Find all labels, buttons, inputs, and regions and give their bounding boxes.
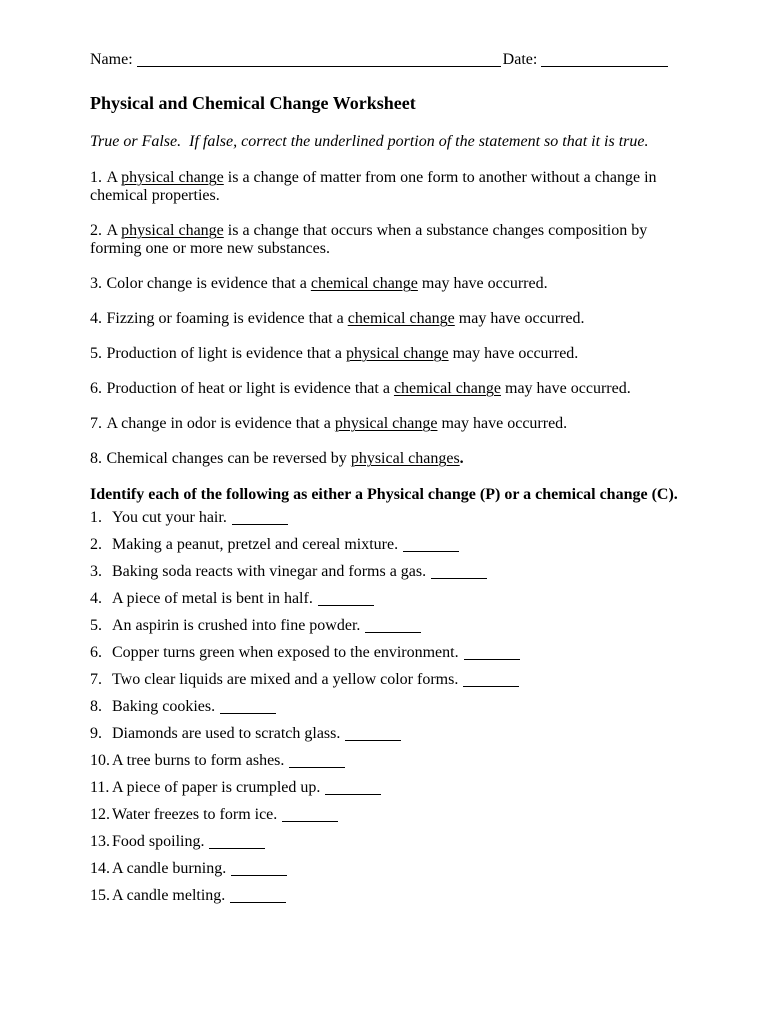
identify-item	[90, 751, 682, 771]
statement-text-before: A	[106, 169, 122, 186]
answer-blank[interactable]	[289, 763, 345, 768]
item-number: 11.	[90, 779, 110, 796]
statement-text-before: Chemical changes can be reversed by	[106, 450, 351, 467]
identify-item	[90, 697, 682, 717]
statement-text-after: is a change of matter from one form to another without a change in chemical properties.	[90, 169, 657, 204]
item-text: Copper turns green when exposed to the environment.	[112, 644, 459, 661]
item-number: 4.	[90, 590, 102, 607]
identify-item	[90, 805, 682, 825]
item-number: 6.	[90, 644, 102, 661]
true-false-list	[90, 169, 682, 468]
answer-blank[interactable]	[464, 655, 520, 660]
statement-number: 2.	[90, 222, 102, 239]
true-false-statement	[90, 275, 682, 293]
statement-text-before: A	[106, 222, 122, 239]
item-text: You cut your hair.	[112, 509, 227, 526]
identify-item	[90, 724, 682, 744]
identify-item	[90, 859, 682, 879]
name-date-row	[90, 50, 682, 70]
item-text: Diamonds are used to scratch glass.	[112, 725, 341, 742]
identify-item	[90, 508, 682, 528]
name-blank[interactable]	[137, 62, 501, 67]
true-false-statement	[90, 415, 682, 433]
answer-blank[interactable]	[431, 574, 487, 579]
identify-heading: Identify each of the following as either a Physical change (P) or a chemical change (C).	[90, 486, 678, 503]
item-text: A candle burning.	[112, 860, 227, 877]
underlined-term: physical change	[345, 345, 449, 362]
true-false-statement	[90, 169, 682, 205]
statement-text-after: may have occurred.	[417, 275, 548, 292]
statement-text-after: may have occurred.	[501, 380, 631, 397]
statement-text-after: may have occurred.	[448, 345, 579, 362]
statement-number: 8.	[90, 450, 102, 467]
date-label: Date:	[502, 51, 538, 68]
underlined-term: physical change	[121, 222, 224, 239]
underlined-term: physical change	[121, 169, 224, 186]
item-number: 5.	[90, 617, 102, 634]
answer-blank[interactable]	[230, 898, 286, 903]
item-number: 2.	[90, 536, 102, 553]
page-title: Physical and Chemical Change Worksheet	[90, 93, 416, 113]
answer-blank[interactable]	[232, 520, 288, 525]
date-blank[interactable]	[541, 62, 668, 67]
item-text: Two clear liquids are mixed and a yellow color forms.	[112, 671, 459, 688]
statement-number: 5.	[90, 345, 102, 362]
true-false-statement	[90, 345, 682, 363]
answer-blank[interactable]	[403, 547, 459, 552]
answer-blank[interactable]	[282, 817, 338, 822]
item-text: An aspirin is crushed into fine powder.	[112, 617, 361, 634]
underlined-term: physical change	[334, 415, 438, 432]
identify-item	[90, 643, 682, 663]
item-number: 3.	[90, 563, 102, 580]
identify-item	[90, 670, 682, 690]
item-text: A piece of paper is crumpled up.	[112, 779, 321, 796]
identify-item	[90, 535, 682, 555]
item-text: Baking cookies.	[112, 698, 216, 715]
item-text: Making a peanut, pretzel and cereal mixture.	[112, 536, 399, 553]
item-text: A piece of metal is bent in half.	[112, 590, 313, 607]
identify-list	[90, 508, 682, 906]
item-number: 7.	[90, 671, 102, 688]
true-false-statement	[90, 222, 682, 258]
item-text: Water freezes to form ice.	[112, 806, 278, 823]
underlined-term: chemical change	[310, 275, 418, 292]
statement-number: 3.	[90, 275, 102, 292]
answer-blank[interactable]	[318, 601, 374, 606]
statement-number: 6.	[90, 380, 102, 397]
true-false-statement	[90, 310, 682, 328]
item-text: A candle melting.	[112, 887, 226, 904]
identify-item	[90, 832, 682, 852]
answer-blank[interactable]	[209, 844, 265, 849]
item-number: 14.	[90, 860, 110, 877]
underlined-term: chemical change	[393, 380, 501, 397]
item-number: 1.	[90, 509, 102, 526]
item-number: 8.	[90, 698, 102, 715]
identify-item	[90, 886, 682, 906]
answer-blank[interactable]	[325, 790, 381, 795]
answer-blank[interactable]	[345, 736, 401, 741]
statement-number: 4.	[90, 310, 102, 327]
answer-blank[interactable]	[231, 871, 287, 876]
item-number: 13.	[90, 833, 110, 850]
underlined-term: physical changes	[350, 450, 460, 467]
item-text: Food spoiling.	[112, 833, 205, 850]
item-number: 15.	[90, 887, 110, 904]
identify-item	[90, 778, 682, 798]
item-number: 12.	[90, 806, 110, 823]
statement-text-bold: .	[459, 450, 464, 467]
statement-number: 7.	[90, 415, 102, 432]
identify-item	[90, 562, 682, 582]
item-number: 9.	[90, 725, 102, 742]
identify-item	[90, 616, 682, 636]
name-label: Name:	[90, 51, 133, 68]
statement-text-before: Production of light is evidence that a	[106, 345, 346, 362]
statement-text-before: Production of heat or light is evidence that a	[106, 380, 394, 397]
true-false-statement	[90, 450, 682, 468]
identify-item	[90, 589, 682, 609]
answer-blank[interactable]	[220, 709, 276, 714]
statement-text-before: A change in odor is evidence that a	[106, 415, 335, 432]
statement-number: 1.	[90, 169, 102, 186]
statement-text-after: is a change that occurs when a substance changes composition by forming one or more new substances.	[90, 222, 648, 257]
statement-text-after: may have occurred.	[454, 310, 585, 327]
item-number: 10.	[90, 752, 110, 769]
item-text: Baking soda reacts with vinegar and forms a gas.	[112, 563, 427, 580]
answer-blank[interactable]	[365, 628, 421, 633]
statement-text-before: Color change is evidence that a	[106, 275, 311, 292]
underlined-term: chemical change	[347, 310, 455, 327]
item-text: A tree burns to form ashes.	[112, 752, 285, 769]
true-false-instructions: True or False. If false, correct the underlined portion of the statement so that it is true.	[90, 133, 649, 150]
statement-text-after: may have occurred.	[437, 415, 568, 432]
answer-blank[interactable]	[463, 682, 519, 687]
statement-text-before: Fizzing or foaming is evidence that a	[106, 310, 348, 327]
true-false-statement	[90, 380, 682, 398]
